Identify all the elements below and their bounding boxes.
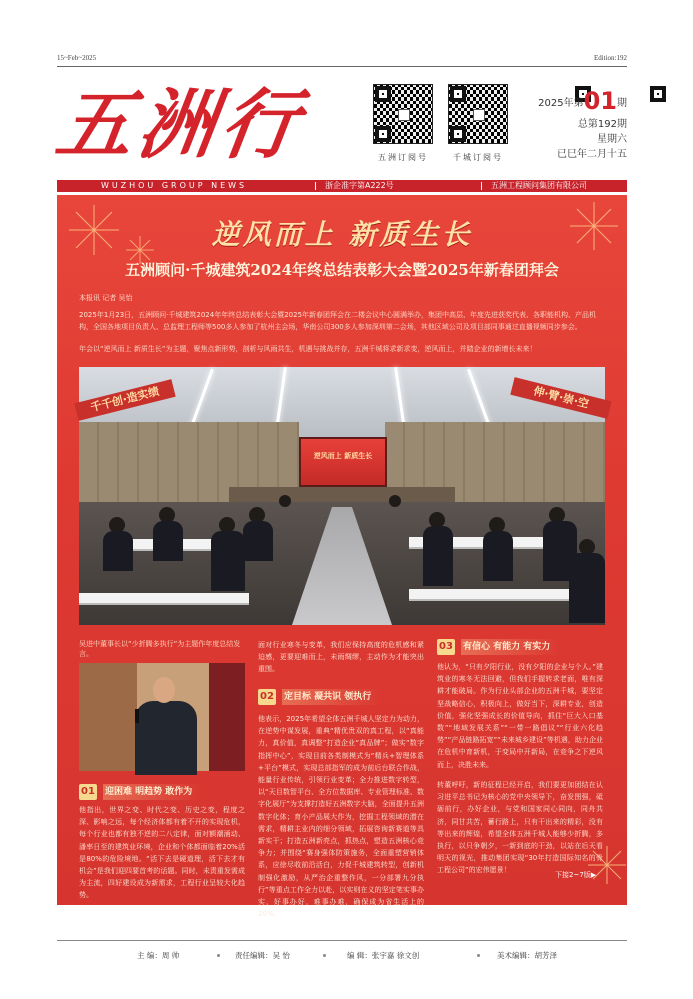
qr-code-qiancheng[interactable] [448,84,508,144]
issue-info: 2025年第01期 总第192期 星期六 已巳年二月十五 [527,88,627,162]
top-info-line [57,53,627,67]
column-2-text: 他表示，2025年希望全体五洲千城人坚定力为动力，在逆势中谋发展，重典“精优贵双的真工程，以“真能力，真价值，真调整”打造企业“真品牌”；做实“数字指挥中心”，实现目前各类制模式为“精兵+智理体系+平台”模式，实现总部指军的成为前后台联合作战，能量行业传统，引领行业变革；全力推进数字转型，以“天目数智平台、全方位数据库、专业管理标准、数字化展厅”为支撑打造好五洲数字大脑，全面提升五洲数字化体；育小产品展大作为，挖掘工程领域的潜在需求，精耕主业内的细分领域，拓展咨询新赛道等具新实干；打造五洲新亮点，抓热点，塑造五洲核心竞争力；并围绕“赛身强体防策施务，全面重塑营销体系，应徐尽收前沿活白，力促千城建筑转型，创新机制强化激励，从严治企重整作风，一分部署九分执行”等重点工作全力以赴，以实则在义的坚定笔实事办实，好事办好，难事办难，确保成为省生活上的20%。 [258,715,424,919]
column-3-text: 他认为，“只有夕阳行业，没有夕阳的企业与个人。”建筑业的寒冬无法回避，但我们手握转求老面，唯有深耕才能破局。作为行业头部企业的五洲千城，要坚定坚战略信心，积极向上，做好当下，深耕专业，创造价值，强化坚强成长的价值导向，抓住“巨大入口基数”“地域发展关系”“一带一路倡议”“行业六化趋势”“产品链路拓宽”“未来城乡建设”等机遇，助力企业在危机中育新机，于变局中开新局，在竞争之下逆风而上，决胜未来。 [437,663,603,769]
speaker-photo [79,663,245,771]
group-news-en: WUZHOU GROUP NEWS [101,181,248,190]
qr-label-wuzhou: 五洲订阅号 [378,153,428,162]
art-editor: 美术编辑：胡芳泽 [497,951,557,960]
photo-banner-right: 伸·臂·崇·空 [510,377,611,419]
byline: 本报讯 记者 吴怡 [79,294,133,302]
continued-link[interactable]: 下接2~7版▶ [555,871,597,879]
top-rule [57,66,627,67]
feature-panel [57,195,627,919]
masthead-bar [57,180,627,192]
company-name: 五洲工程顾问集团有限公司 [491,181,587,190]
qr-code-wuzhou[interactable] [373,84,433,144]
column-3-text-2: 转董呼吁，新的征程已经开启，我们要更加团结在认习进平总书记为核心的党中央领导下，奋发图强，砥砺前行，办好企业，与党和国家同心同向，同舟共济，同甘共苦，蓄行路上，只有干出来的精彩，没有等出来的辉煌，希望全体五洲千城人能够少折腾，多执行，以只争朝夕，一新到底的干劲，以站在后天看明天的视光，推动集团实现“30年打造国际知名的骨工程公司”的宏伟愿景！ [437,781,603,875]
column-1-text: 他指出，世界之变、时代之变、历史之变，程度之深、影响之远，每个经济体都有着不开的实现危机，每个行业也都有独不逆的二八定律，面对额潮涌动、潘率日至的建筑业环境，企业和个体都面临着20%活是80%的危险境地。“活下去是硬道理，活下去才有机会”是我们迎四要首考的话题。同时，未责重发需成为主流，四好建设成为新需求，工程行业呈较大化趋势。 [79,806,245,900]
editors: 编 辑：张宇嘉 徐文创 [347,951,420,960]
bottom-rule [57,940,627,941]
license-number: 浙企准字第A222号 [325,181,394,190]
editorial-credits [57,950,627,964]
chief-editor: 主 编：周 帅 [137,951,180,960]
lunar-date: 已巳年二月十五 [557,149,627,160]
newspaper-title: 五洲行 [50,80,310,169]
section-heading-03: 03 有信心 有能力 有实力 [437,639,560,655]
weekday: 星期六 [597,134,627,145]
column-2-top-text: 面对行业寒冬与变革，我们应保持高度的危机感和紧迫感，更要迎难而上，未雨绸缪，主动作为才能突出重围。 [258,641,424,674]
feature-slogan: 逆风而上 新质生长 [211,218,473,251]
conference-photo [79,367,605,625]
masthead [50,74,627,180]
section-heading-02: 02 定目标 凝共识 领执行 [258,689,381,705]
issue-number: 01 [583,87,617,115]
intro-paragraph: 2025年1月23日，五洲顾问·千城建筑2024年年终总结表彰大会暨2025年新春团拜会在二楼会议中心圆满举办，集团中高层、年度先进获奖代表、各职能机构、产品机构，全国各地项目负责人、总监理工程师等500多人参加了杭州主会场，华南公司300多人参加深圳第二会场，其他区域公司及项目部同事通过直播视频同步参会。 [79,311,597,331]
stage-screen: 逆风而上 新质生长 [299,437,387,487]
responsible-editor: 责任编辑：吴 怡 [235,951,290,960]
feature-headline: 五洲顾问·千城建筑2024年终总结表彰大会暨2025年新春团拜会 [125,261,559,279]
section-heading-01: 01 迎困难 明趋势 敢作为 [79,784,202,800]
issue-date: 15~Feb~2025 [57,54,97,62]
total-issue: 总第192期 [577,119,627,130]
intro-paragraph-2: 年会以“逆风而上 新质生长”为主题，聚焦点新形势，剖析与风雨共生，机遇与挑战并存，五洲千城将求新求变，逆风而上，并踏企业的新增长未来！ [79,345,537,353]
edition-number: Edition:192 [593,54,627,62]
photo-caption: 吴进中董事长以“少折腾多执行”为主题作年度总结发言。 [79,640,241,658]
photo-banner-left: 千千创·造实绩 [74,379,175,421]
qr-label-qiancheng: 千城订阅号 [453,153,503,162]
